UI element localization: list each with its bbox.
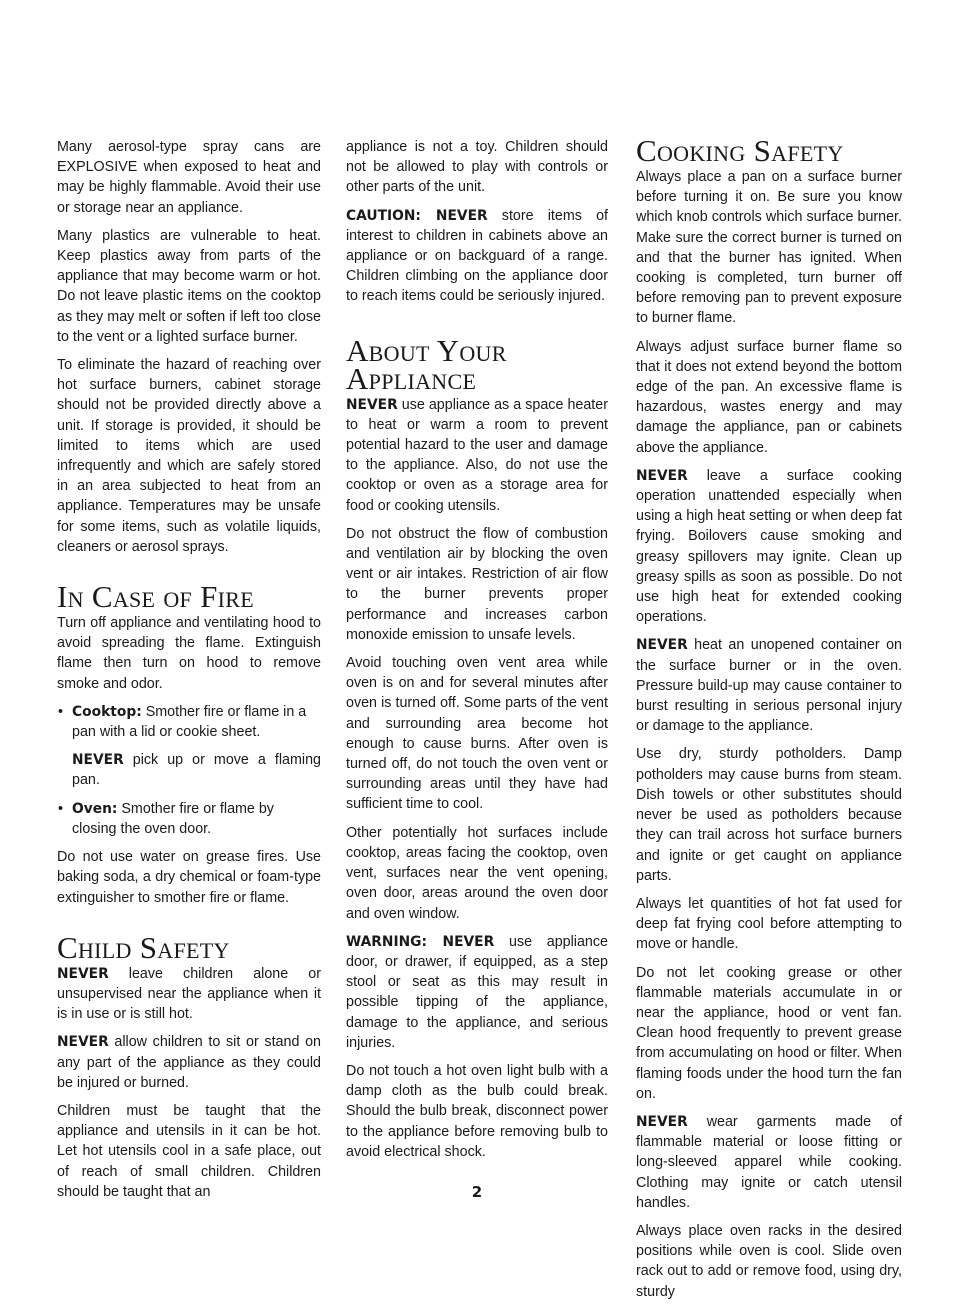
column-2	[346, 137, 608, 1170]
oven-text: Smother fire or flame by closing the oven door.	[72, 800, 274, 837]
about-appliance-section	[346, 332, 608, 1162]
child-p2-text: allow children to sit or stand on any part of the appliance as they could be injured or burned.	[57, 1034, 321, 1091]
not-a-toy-paragraph: appliance is not a toy. Children should not be allowed to play with controls or other parts of the unit.	[346, 139, 608, 196]
child-paragraph-1	[57, 964, 321, 1025]
warning-text: use appliance door, or drawer, if equipped, as a step stool or seat as this may result in possible tipping of the appliance, damage to the appliance, and serious injuries.	[346, 933, 608, 1051]
never-text: pick up or move a flaming pan.	[72, 752, 321, 789]
caution-text: store items of interest to children in cabinets above an appliance or on backguard of a range. Children climbing on the appliance door to reach items could be seriously injured.	[346, 207, 608, 305]
cooking-p4-lead: NEVER	[636, 637, 688, 654]
cabinet-storage-paragraph: To eliminate the hazard of reaching over hot surface burners, cabinet storage should not be provided directly above a unit. If storage is provided, it should be limited to items which are used infrequently and which are safely stored in an area subjected to heat from an appliance. Temperatures may be unsafe for some items, such as volatile liquids, cleaners or aerosol sprays.	[57, 357, 321, 555]
warning-lead: WARNING: NEVER	[346, 933, 495, 950]
fire-list-item-cooktop	[57, 702, 321, 742]
never-flaming-pan	[57, 750, 321, 790]
child-paragraph-3: Children must be taught that the appliance and utensils in it can be hot. Let hot utensils cool in a safe place, out of reach of small children. Children should be taught that an	[57, 1102, 321, 1200]
caution-paragraph	[346, 206, 608, 307]
about-p1-text: use appliance as a space heater to heat or warm a room to prevent potential hazard to the user and damage to the appliance. Also, do not use the cooktop or oven as a storage area for food or cooking utensils.	[346, 396, 608, 514]
column-3	[636, 133, 902, 1310]
about-appliance-heading: About Your Appliance	[346, 332, 507, 396]
fire-heading: In Case of Fire	[57, 579, 255, 615]
page-number: 2	[471, 1183, 483, 1201]
warning-paragraph	[346, 932, 608, 1053]
cooking-p8-lead: NEVER	[636, 1113, 688, 1130]
cooking-paragraph-3	[636, 466, 902, 628]
about-paragraph-1	[346, 395, 608, 516]
column-1	[57, 137, 321, 1210]
cooking-safety-heading: Cooking Safety	[636, 133, 844, 168]
about-paragraph-4: Other potentially hot surfaces include cooktop, areas facing the cooktop, oven vent, surfaces near the vent opening, oven door, areas around the oven door and oven window.	[346, 824, 608, 922]
fire-list	[57, 702, 321, 742]
cooking-paragraph-7: Do not let cooking grease or other flammable materials accumulate in or near the appliance, hood or vent fan. Clean hood frequently to prevent grease from accumulating on hood or filter. When flaming foods under the hood turn the fan on.	[636, 964, 902, 1102]
cooking-paragraph-4	[636, 635, 902, 736]
cooking-paragraph-5: Use dry, sturdy potholders. Damp potholders may cause burns from steam. Dish towels or other substitutes should never be used as potholders because they can trail across hot surface burners and ignite or get caught on appliance parts.	[636, 746, 902, 884]
child-p1-text: leave children alone or unsupervised near the appliance when it is in use or is still hot.	[57, 965, 321, 1023]
fire-intro: Turn off appliance and ventilating hood to avoid spreading the flame. Extinguish flame then turn on hood to remove smoke and odor.	[57, 615, 321, 692]
fire-list-item-oven	[57, 799, 321, 839]
cooking-paragraph-6: Always let quantities of hot fat used for deep fat frying cool before attempting to move or handle.	[636, 895, 902, 953]
fire-section	[57, 579, 321, 908]
cooking-paragraph-2: Always adjust surface burner flame so that it does not extend beyond the bottom edge of the pan. An excessive flame is hazardous, wastes energy and may damage the appliance, pan or cabinets above the appliance.	[636, 338, 902, 456]
about-p1-lead: NEVER	[346, 396, 398, 413]
aerosol-paragraph: Many aerosol-type spray cans are EXPLOSIVE when exposed to heat and may be highly flammable. Avoid their use or storage near an appliance.	[57, 139, 321, 216]
cooking-paragraph-1: Always place a pan on a surface burner before turning it on. Be sure you know which knob controls which surface burner. Make sure the correct burner is turned on and that the burner has ignited. When cooking is completed, turn burner off before removing pan to prevent exposure to burner flame.	[636, 169, 902, 327]
child-safety-heading: Child Safety	[57, 929, 230, 965]
caution-lead: CAUTION: NEVER	[346, 207, 488, 224]
child-p2-lead: NEVER	[57, 1034, 109, 1051]
child-p1-lead: NEVER	[57, 965, 109, 982]
cooking-paragraph-9: Always place oven racks in the desired positions while oven is cool. Slide oven rack out to add or remove food, using dry, sturdy	[636, 1222, 902, 1300]
cooking-p4-text: heat an unopened container on the surface burner or in the oven. Pressure build-up may cause container to burst resulting in serious personal injury or damage to the appliance.	[636, 637, 902, 735]
cooking-p8-text: wear garments made of flammable material or loose fitting or long-sleeved apparel while cooking. Clothing may ignite or catch utensil handles.	[636, 1113, 902, 1211]
never-lead: NEVER	[72, 752, 124, 769]
about-paragraph-2: Do not obstruct the flow of combustion and ventilation air by blocking the oven vent or air intakes. Restriction of air flow to the burner prevents proper performance and increases carbon monoxide emission to unsafe levels.	[346, 525, 608, 643]
fire-list-2	[57, 799, 321, 839]
child-safety-section	[57, 929, 321, 1202]
about-paragraph-3: Avoid touching oven vent area while oven is on and for several minutes after oven is turned off. Some parts of the vent and surrounding area become hot enough to cause burns. After oven is turned off, do not touch the oven vent or surrounding areas until they have had sufficient time to cool.	[346, 655, 608, 813]
child-paragraph-2	[57, 1032, 321, 1093]
fire-outro: Do not use water on grease fires. Use baking soda, a dry chemical or foam-type extinguisher to smother fire or flame.	[57, 849, 321, 906]
cooktop-lead: Cooktop:	[72, 703, 142, 720]
cooktop-text: Smother fire or flame in a pan with a lid or cookie sheet.	[72, 703, 307, 741]
cooking-p3-text: leave a surface cooking operation unattended especially when using a high heat setting or when deep fat frying. Boilovers cause smoking and greasy spillovers may ignite. Clean up greasy spills as soon as possible. Do not use high heat for extended cooking operations.	[636, 467, 902, 626]
about-paragraph-6: Do not touch a hot oven light bulb with a damp cloth as the bulb could break. Should the bulb break, disconnect power to the appliance before removing bulb to avoid electrical shock.	[346, 1062, 608, 1160]
plastics-paragraph: Many plastics are vulnerable to heat. Keep plastics away from parts of the appliance that may become warm or hot. Do not leave plastic items on the cooktop as they may melt or soften if left too close to the vent or a lighted surface burner.	[57, 227, 321, 345]
oven-lead: Oven:	[72, 800, 118, 817]
cooking-p3-lead: NEVER	[636, 467, 688, 484]
